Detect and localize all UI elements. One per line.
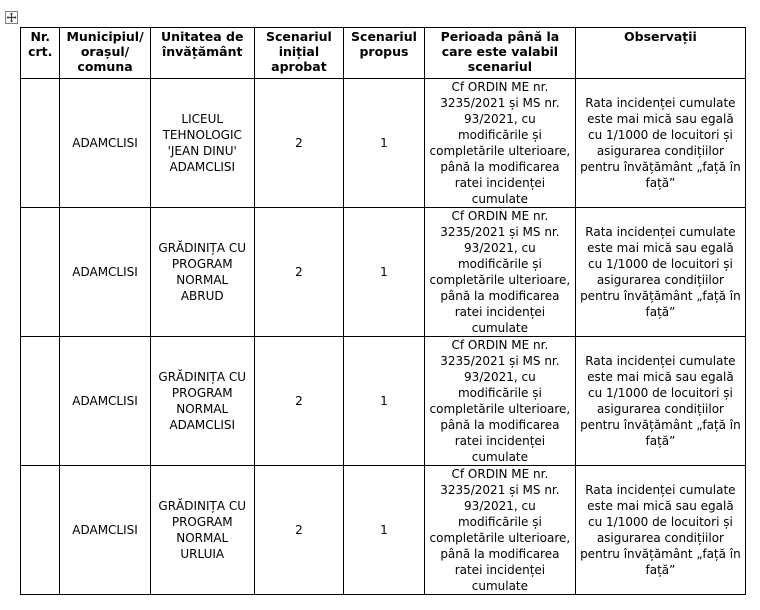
- cell-scenariul-initial[interactable]: 2: [254, 79, 343, 208]
- cell-scenariul-initial[interactable]: 2: [254, 466, 343, 595]
- table-row: [21, 337, 746, 466]
- cell-observatii[interactable]: Rata incidenței cumulate este mai mică sau egală cu 1/1000 de locuitori și asigurarea condițiilor pentru învățământ „față în față”: [575, 79, 745, 208]
- cell-unitatea[interactable]: LICEUL TEHNOLOGIC 'JEAN DINU' ADAMCLISI: [150, 79, 254, 208]
- cell-perioada[interactable]: Cf ORDIN ME nr. 3235/2021 și MS nr. 93/2021, cu modificările și completările ulterioare, până la modificarea ratei incidenței cumulate: [424, 208, 575, 337]
- cell-scenariul-propus[interactable]: 1: [343, 466, 424, 595]
- cell-municipiul[interactable]: ADAMCLISI: [60, 79, 150, 208]
- header-perioada: Perioada până la care este valabil scenariul: [424, 28, 575, 79]
- table-move-handle-icon[interactable]: [5, 11, 18, 24]
- header-unitatea: Unitatea de învățământ: [150, 28, 254, 79]
- header-municipiul: Municipiul/ orașul/ comuna: [60, 28, 150, 79]
- scenarios-table: [20, 27, 746, 595]
- cell-observatii[interactable]: Rata incidenței cumulate este mai mică sau egală cu 1/1000 de locuitori și asigurarea condițiilor pentru învățământ „față în față”: [575, 208, 745, 337]
- cell-nr[interactable]: [21, 466, 60, 595]
- header-row: [21, 28, 746, 79]
- cell-unitatea[interactable]: GRĂDINIȚA CU PROGRAM NORMAL ADAMCLISI: [150, 337, 254, 466]
- four-way-arrow-icon: [6, 12, 17, 23]
- cell-scenariul-propus[interactable]: 1: [343, 79, 424, 208]
- table-row: [21, 208, 746, 337]
- cell-perioada[interactable]: Cf ORDIN ME nr. 3235/2021 și MS nr. 93/2021, cu modificările și completările ulterioare, până la modificarea ratei incidenței cumulate: [424, 79, 575, 208]
- cell-unitatea[interactable]: GRĂDINIȚA CU PROGRAM NORMAL ABRUD: [150, 208, 254, 337]
- cell-unitatea[interactable]: GRĂDINIȚA CU PROGRAM NORMAL URLUIA: [150, 466, 254, 595]
- cell-municipiul[interactable]: ADAMCLISI: [60, 337, 150, 466]
- header-scenariul-propus: Scenariul propus: [343, 28, 424, 79]
- cell-nr[interactable]: [21, 79, 60, 208]
- cell-municipiul[interactable]: ADAMCLISI: [60, 466, 150, 595]
- header-scenariul-initial: Scenariul inițial aprobat: [254, 28, 343, 79]
- cell-observatii[interactable]: Rata incidenței cumulate este mai mică sau egală cu 1/1000 de locuitori și asigurarea condițiilor pentru învățământ „față în față”: [575, 337, 745, 466]
- cell-perioada[interactable]: Cf ORDIN ME nr. 3235/2021 și MS nr. 93/2021, cu modificările și completările ulterioare, până la modificarea ratei incidenței cumulate: [424, 337, 575, 466]
- cell-scenariul-propus[interactable]: 1: [343, 208, 424, 337]
- cell-nr[interactable]: [21, 337, 60, 466]
- cell-municipiul[interactable]: ADAMCLISI: [60, 208, 150, 337]
- table-row: [21, 466, 746, 595]
- cell-scenariul-propus[interactable]: 1: [343, 337, 424, 466]
- cell-scenariul-initial[interactable]: 2: [254, 337, 343, 466]
- header-nr: Nr. crt.: [21, 28, 60, 79]
- cell-observatii[interactable]: Rata incidenței cumulate este mai mică sau egală cu 1/1000 de locuitori și asigurarea condițiilor pentru învățământ „față în față”: [575, 466, 745, 595]
- cell-perioada[interactable]: Cf ORDIN ME nr. 3235/2021 și MS nr. 93/2021, cu modificările și completările ulterioare, până la modificarea ratei incidenței cumulate: [424, 466, 575, 595]
- header-observatii: Observații: [575, 28, 745, 79]
- cell-scenariul-initial[interactable]: 2: [254, 208, 343, 337]
- table-row: [21, 79, 746, 208]
- cell-nr[interactable]: [21, 208, 60, 337]
